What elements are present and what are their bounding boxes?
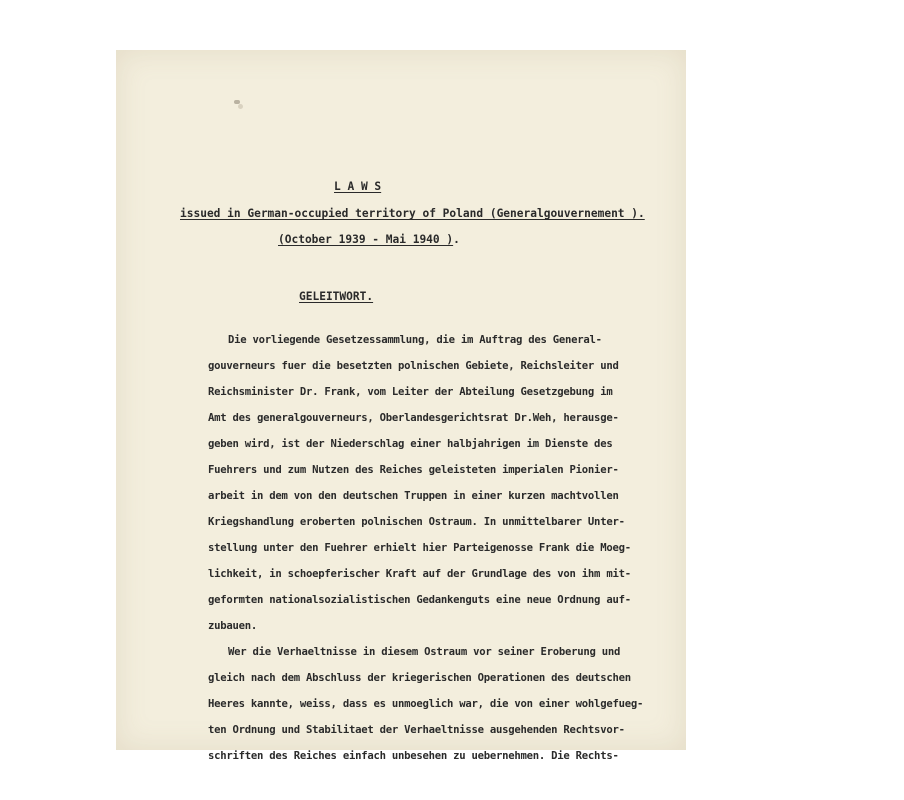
date-range: (October 1939 - Mai 1940 ) (278, 233, 454, 246)
document-page (116, 50, 686, 762)
body-line: lichkeit, in schoepferischer Kraft auf der Grundlage des von ihm mit- (208, 568, 631, 580)
document-title: L A W S (334, 180, 382, 193)
body-line: zubauen. (208, 620, 258, 632)
body-line: ten Ordnung und Stabilitaet der Verhaeltnisse ausgehenden Rechtsvor- (208, 724, 625, 736)
body-line: geformten nationalsozialistischen Gedankenguts eine neue Ordnung auf- (208, 594, 631, 606)
body-line: Amt des generalgouverneurs, Oberlandesgerichtsrat Dr.Weh, herausge- (208, 412, 619, 424)
body-line: Wer die Verhaeltnisse in diesem Ostraum vor seiner Eroberung und (228, 646, 621, 658)
body-line: stellung unter den Fuehrer erhielt hier Parteigenosse Frank die Moeg- (208, 542, 631, 554)
body-line: schriften des Reiches einfach unbesehen zu uebernehmen. Die Rechts- (208, 750, 619, 762)
punch-hole (238, 104, 243, 109)
date-suffix: . (453, 233, 460, 246)
body-line: Die vorliegende Gesetzessammlung, die im Auftrag des General- (228, 334, 602, 346)
body-line: Reichsminister Dr. Frank, vom Leiter der Abteilung Gesetzgebung im (208, 386, 613, 398)
body-line: geben wird, ist der Niederschlag einer halbjahrigen im Dienste des (208, 438, 613, 450)
body-line: Kriegshandlung eroberten polnischen Ostraum. In unmittelbarer Unter- (208, 516, 625, 528)
document-subtitle: issued in German-occupied territory of Poland (Generalgouvernement ). (180, 207, 645, 220)
body-line: gleich nach dem Abschluss der kriegerischen Operationen des deutschen (208, 672, 631, 684)
body-line: Fuehrers und zum Nutzen des Reiches geleisteten imperialen Pionier- (208, 464, 619, 476)
date-range-line (278, 233, 848, 246)
body-line: gouverneurs fuer die besetzten polnischen Gebiete, Reichsleiter und (208, 360, 619, 372)
body-line: Heeres kannte, weiss, dass es unmoeglich war, die von einer wohlgefueg- (208, 698, 644, 710)
body-line: arbeit in dem von den deutschen Truppen in einer kurzen machtvollen (208, 490, 619, 502)
section-heading: GELEITWORT. (299, 290, 374, 303)
